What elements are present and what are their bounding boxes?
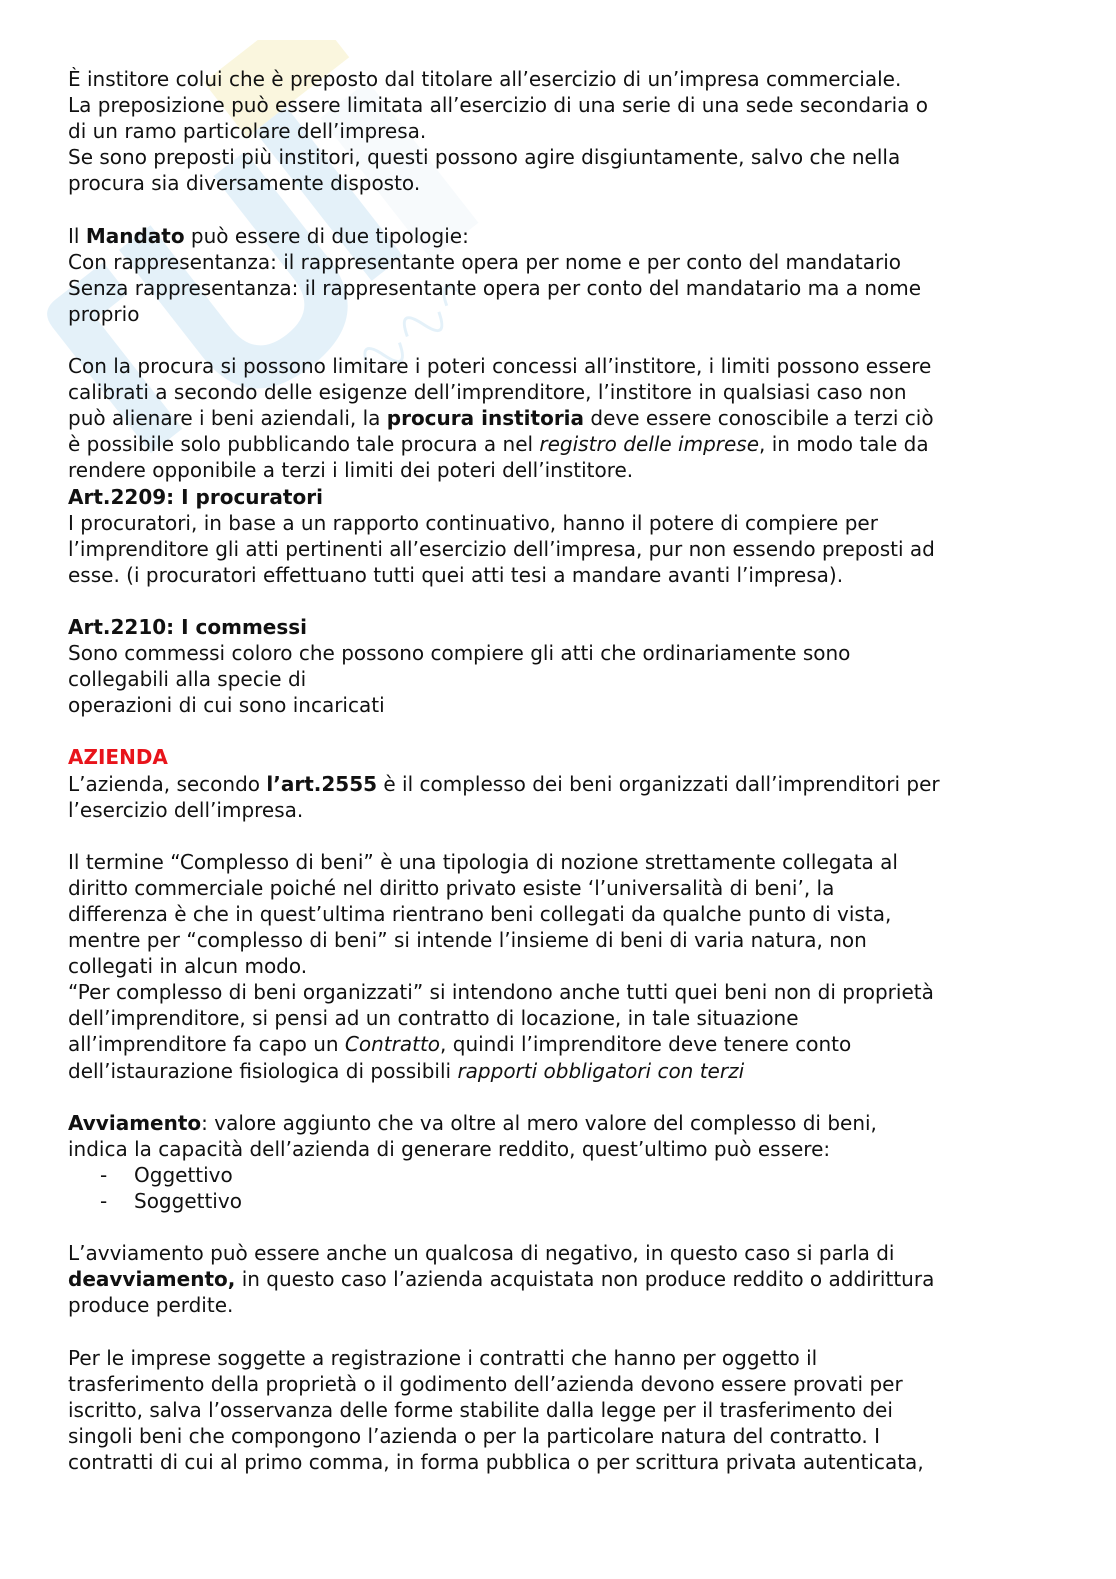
procura-institoria-term: procura institoria bbox=[386, 406, 585, 431]
complesso-line-3: differenza è che in quest’ultima rientrano beni collegati da qualche punto di vista, bbox=[68, 902, 892, 926]
complesso-line-2: diritto commerciale poiché nel diritto privato esiste ‘l’universalità di beni’, la bbox=[68, 875, 835, 900]
deavviamento-line-3: produce perdite. bbox=[68, 1293, 234, 1318]
procura-line-1: Con la procura si possono limitare i poteri concessi all’institore, i limiti possono essere bbox=[68, 354, 932, 379]
imprese-line-3: iscritto, salva l’osservanza delle forme stabilite dalla legge per il trasferimento dei bbox=[68, 1397, 893, 1422]
list-item: - Soggettivo bbox=[100, 1189, 242, 1214]
mandato-line-4: proprio bbox=[68, 301, 140, 326]
intro-line-4: Se sono preposti più institori, questi possono agire disgiuntamente, salvo che nella bbox=[68, 145, 901, 170]
art2209-line-1: I procuratori, in base a un rapporto continuativo, hanno il potere di compiere per bbox=[68, 510, 878, 535]
mandato-term: Mandato bbox=[85, 223, 185, 248]
complesso-line-6: “Per complesso di beni organizzati” si intendono anche tutti quei beni non di proprietà bbox=[68, 980, 934, 1005]
art2209-line-3: esse. (i procuratori effettuano tutti quei atti tesi a mandare avanti l’impresa). bbox=[68, 562, 844, 587]
azienda-heading: AZIENDA bbox=[68, 745, 168, 770]
deavviamento-term: deavviamento, bbox=[68, 1267, 236, 1292]
art2210-heading: Art.2210: I commessi bbox=[68, 614, 308, 639]
azienda-line-2: l’esercizio dell’impresa. bbox=[68, 797, 304, 822]
imprese-line-4: singoli beni che compongono l’azienda o per la particolare natura del contratto. I bbox=[68, 1423, 881, 1448]
art2210-line-1: Sono commessi coloro che possono compiere gli atti che ordinariamente sono bbox=[68, 641, 851, 666]
art2209-line-2: l’imprenditore gli atti pertinenti all’esercizio dell’impresa, pur non essendo preposti ad bbox=[68, 536, 935, 561]
mandato-line-1: Il Mandato può essere di due tipologie: bbox=[68, 223, 469, 248]
procura-line-5: rendere opponibile a terzi i limiti dei poteri dell’institore. bbox=[68, 458, 634, 483]
procura-line-2: calibrati a secondo delle esigenze dell’imprenditore, l’institore in qualsiasi caso non bbox=[68, 380, 907, 405]
list-item: - Oggettivo bbox=[100, 1162, 233, 1187]
azienda-line-1: L’azienda, secondo l’art.2555 è il complesso dei beni organizzati dall’imprenditori per bbox=[68, 771, 940, 796]
procura-line-3: può alienare i beni aziendali, la procura institoria deve essere conoscibile a terzi ciò bbox=[68, 406, 934, 431]
imprese-line-2: trasferimento della proprietà o il godimento dell’azienda devono essere provati per bbox=[68, 1371, 903, 1396]
art2555-term: l’art.2555 bbox=[266, 771, 378, 796]
mandato-line-3: Senza rappresentanza: il rappresentante opera per conto del mandatario ma a nome bbox=[68, 275, 922, 300]
document-page bbox=[68, 66, 1068, 1475]
complesso-line-9: dell’istaurazione fisiologica di possibili rapporti obbligatori con terzi bbox=[68, 1058, 745, 1083]
art2210-line-3: operazioni di cui sono incaricati bbox=[68, 693, 385, 718]
avviamento-line-2: indica la capacità dell’azienda di generare reddito, quest’ultimo può essere: bbox=[68, 1136, 831, 1161]
imprese-line-1: Per le imprese soggette a registrazione i contratti che hanno per oggetto il bbox=[68, 1345, 818, 1370]
complesso-line-5: collegati in alcun modo. bbox=[68, 954, 308, 979]
registro-imprese-term: registro delle imprese bbox=[539, 432, 760, 457]
mandato-line-2: Con rappresentanza: il rappresentante opera per nome e per conto del mandatario bbox=[68, 249, 902, 274]
intro-line-2: La preposizione può essere limitata all’esercizio di una serie di una sede secondaria o bbox=[68, 93, 928, 118]
complesso-line-4: mentre per “complesso di beni” si intende l’insieme di beni di varia natura, non bbox=[68, 928, 867, 953]
complesso-line-7: dell’imprenditore, si pensi ad un contratto di locazione, in tale situazione bbox=[68, 1006, 799, 1031]
complesso-line-8: all’imprenditore fa capo un Contratto, quindi l’imprenditore deve tenere conto bbox=[68, 1032, 852, 1057]
art2210-line-2: collegabili alla specie di bbox=[68, 667, 307, 692]
intro-line-3: di un ramo particolare dell’impresa. bbox=[68, 119, 427, 144]
deavviamento-line-1: L’avviamento può essere anche un qualcosa di negativo, in questo caso si parla di bbox=[68, 1241, 895, 1266]
rapporti-obbligatori-term: rapporti obbligatori con terzi bbox=[457, 1058, 745, 1083]
procura-line-4: è possibile solo pubblicando tale procura a nel registro delle imprese, in modo tale da bbox=[68, 432, 929, 457]
intro-line-5: procura sia diversamente disposto. bbox=[68, 171, 421, 196]
avviamento-line-1: Avviamento: valore aggiunto che va oltre al mero valore del complesso di beni, bbox=[68, 1110, 877, 1135]
contratto-term: Contratto bbox=[344, 1032, 441, 1057]
avviamento-term: Avviamento bbox=[68, 1110, 202, 1135]
art2209-heading: Art.2209: I procuratori bbox=[68, 484, 323, 509]
intro-line-1: È institore colui che è preposto dal titolare all’esercizio di un’impresa commerciale. bbox=[68, 67, 902, 91]
complesso-line-1: Il termine “Complesso di beni” è una tipologia di nozione strettamente collegata al bbox=[68, 849, 898, 874]
imprese-line-5: contratti di cui al primo comma, in forma pubblica o per scrittura privata autenticata, bbox=[68, 1449, 924, 1474]
deavviamento-line-2: deavviamento, in questo caso l’azienda acquistata non produce reddito o addirittura bbox=[68, 1267, 935, 1292]
